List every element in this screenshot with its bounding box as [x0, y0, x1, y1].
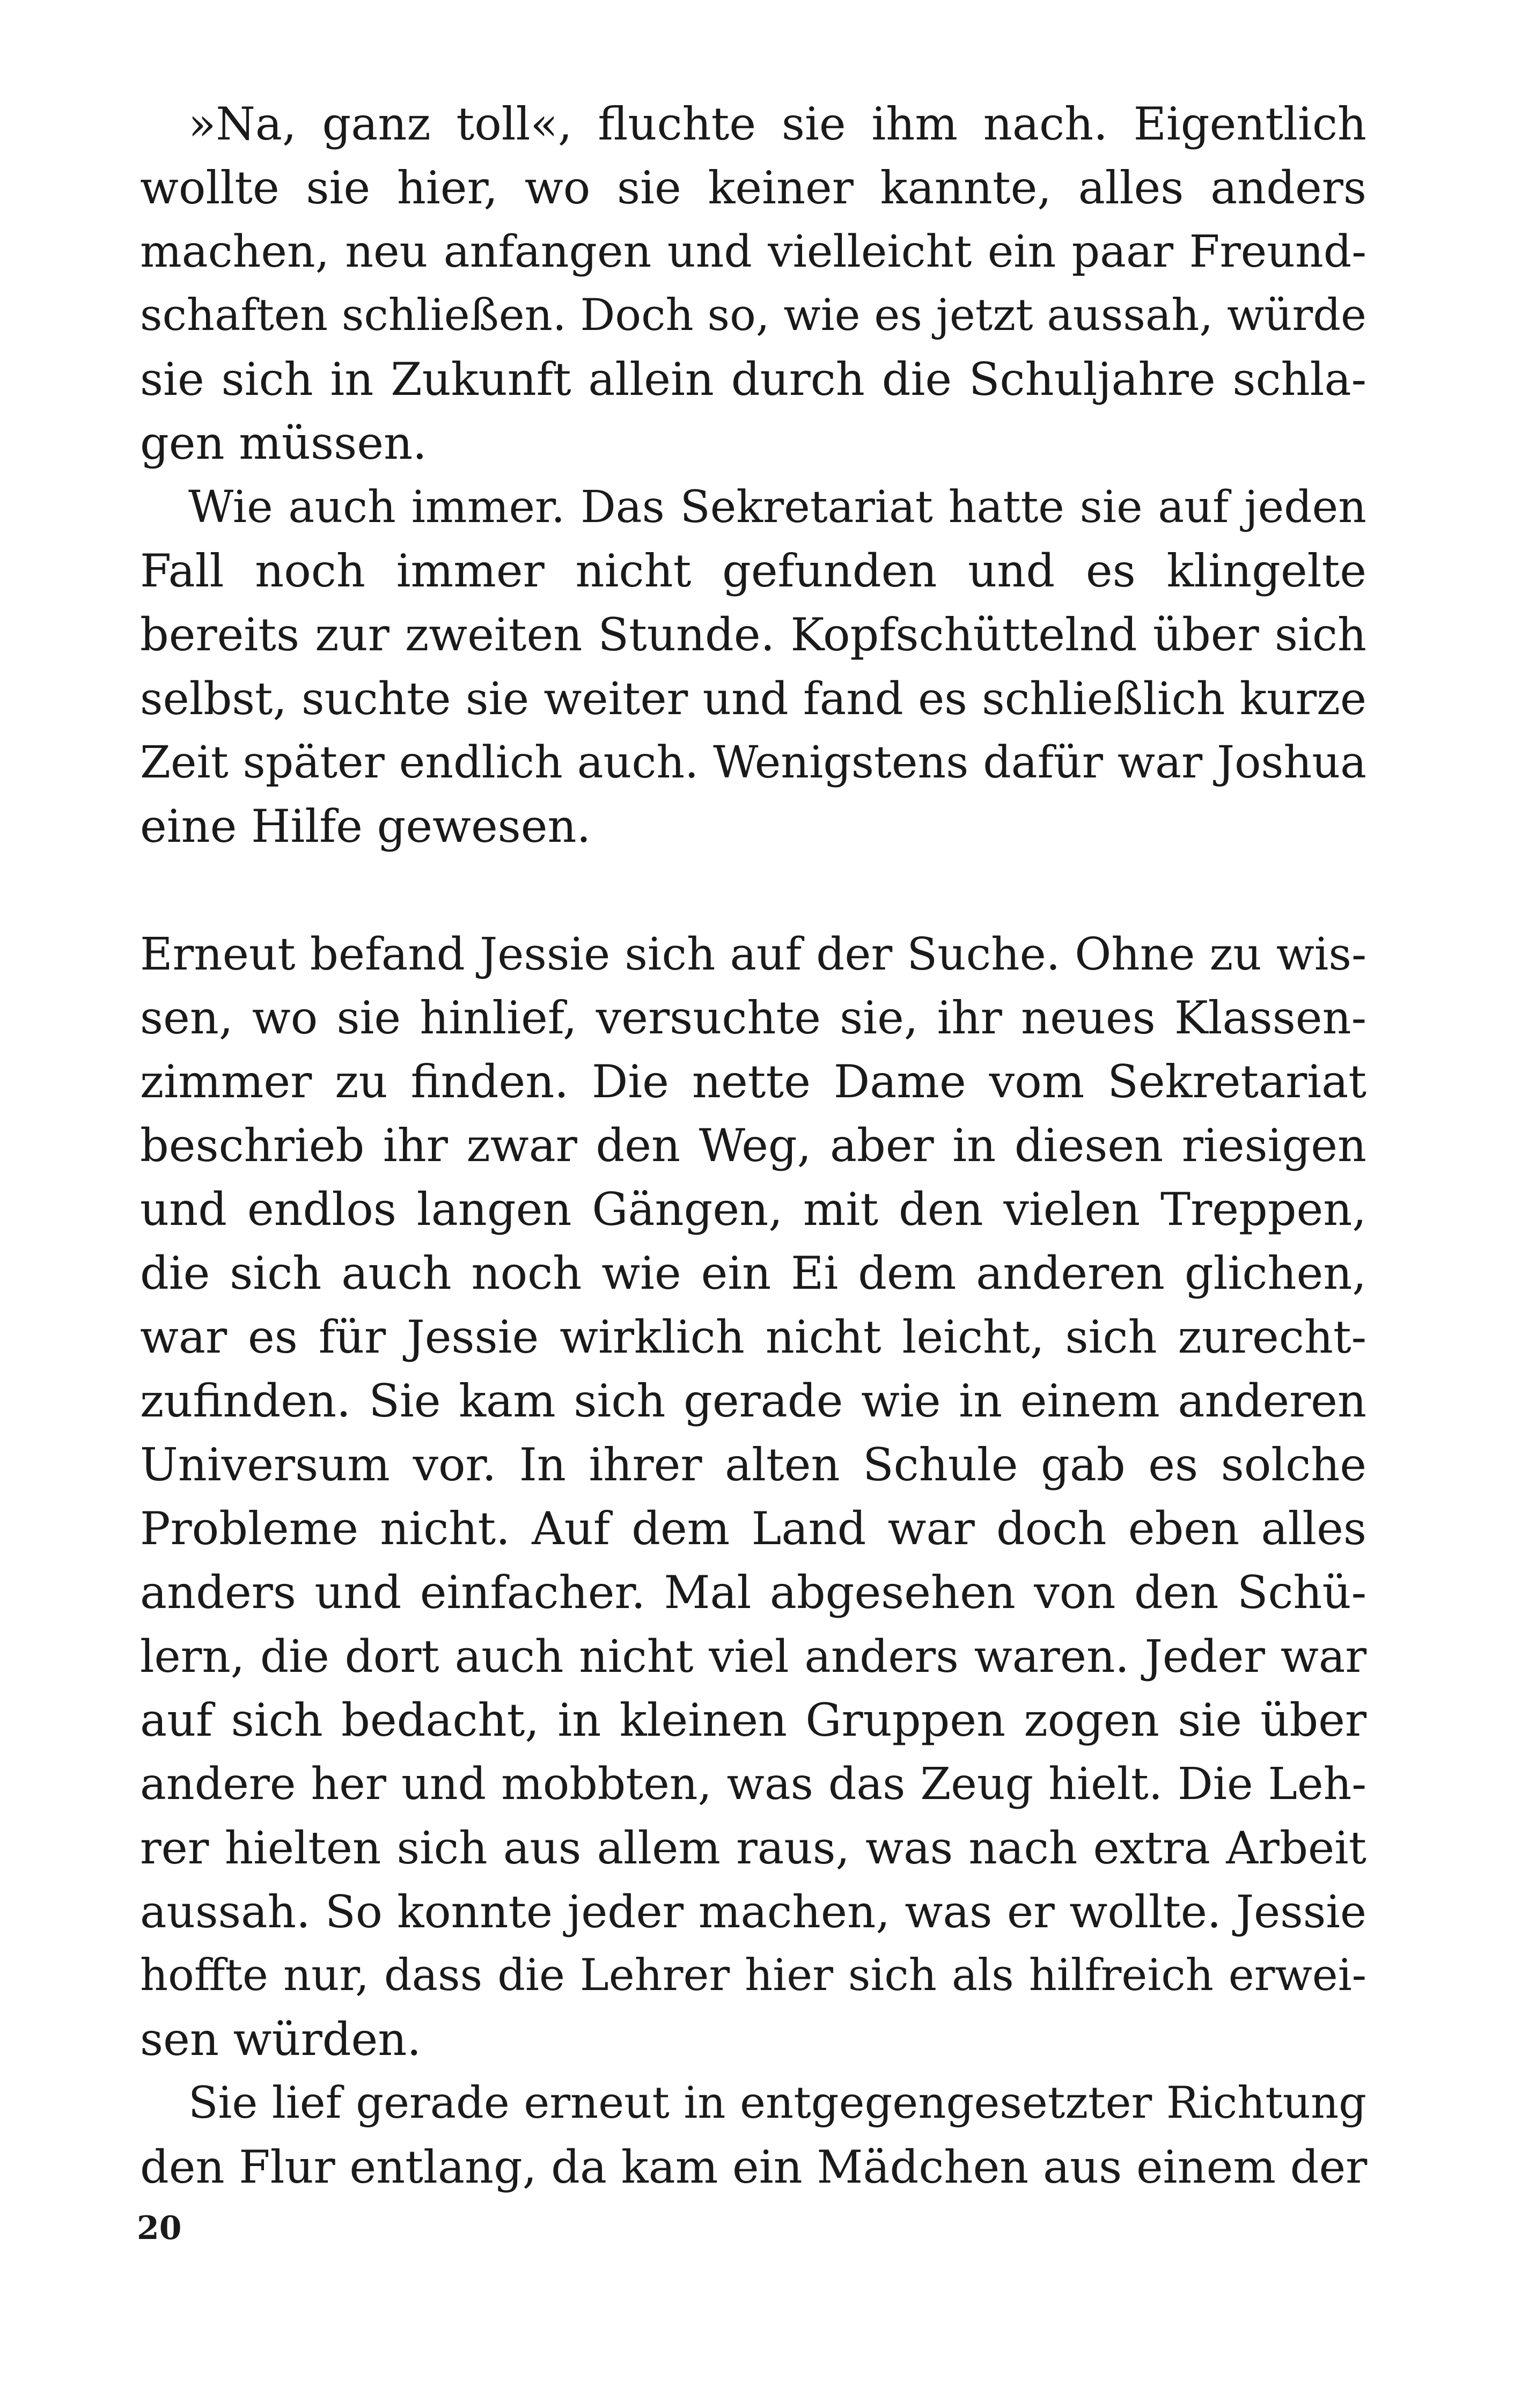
- paragraph-3: [140, 922, 1366, 2072]
- section-break: [140, 858, 1366, 922]
- text-line: sen, wo sie hinlief, versuchte sie, ihr neues Klassen-: [140, 992, 1366, 1044]
- text-line: selbst, suchte sie weiter und fand es schließlich kurze: [140, 673, 1366, 725]
- text-line: machen, neu anfangen und vielleicht ein paar Freund-: [140, 226, 1366, 277]
- text-line: schaften schließen. Doch so, wie es jetzt aussah, würde: [140, 290, 1366, 341]
- text-line: aussah. So konnte jeder machen, was er wollte. Jessie: [140, 1886, 1366, 1938]
- text-line: Wie auch immer. Das Sekretariat hatte sie auf jeden: [188, 482, 1366, 533]
- text-line: rer hielten sich aus allem raus, was nach extra Arbeit: [140, 1822, 1366, 1874]
- text-line: Probleme nicht. Auf dem Land war doch eben alles: [140, 1502, 1366, 1555]
- body-text: [140, 92, 1366, 2199]
- text-line: und endlos langen Gängen, mit den vielen Treppen,: [140, 1183, 1366, 1236]
- text-line: anders und einfacher. Mal abgesehen von den Schü-: [140, 1566, 1366, 1619]
- text-line: »Na, ganz toll«, fluchte sie ihm nach. Eigentlich: [188, 98, 1366, 150]
- text-line: lern, die dort auch nicht viel anders waren. Jeder war: [140, 1631, 1366, 1683]
- text-line: andere her und mobbten, was das Zeug hielt. Die Leh-: [140, 1759, 1366, 1810]
- text-line: zufinden. Sie kam sich gerade wie in einem anderen: [140, 1375, 1366, 1427]
- page-number: 20: [137, 2209, 182, 2247]
- text-line: Sie lief gerade erneut in entgegengesetzter Richtung: [188, 2078, 1366, 2128]
- text-line: die sich auch noch wie ein Ei dem anderen glichen,: [140, 1247, 1366, 1300]
- text-line: wollte sie hier, wo sie keiner kannte, alles anders: [140, 161, 1366, 214]
- text-line: eine Hilfe gewesen.: [140, 800, 591, 853]
- paragraph-1: [140, 92, 1366, 475]
- text-line: war es für Jessie wirklich nicht leicht, sich zurecht-: [140, 1311, 1366, 1363]
- text-line: Fall noch immer nicht gefunden und es klingelte: [140, 545, 1366, 597]
- paragraph-4: [140, 2072, 1366, 2199]
- text-line: sie sich in Zukunft allein durch die Schuljahre schla-: [140, 353, 1366, 406]
- text-line: Zeit später endlich auch. Wenigstens dafür war Joshua: [140, 737, 1366, 788]
- text-line: beschrieb ihr zwar den Weg, aber in diesen riesigen: [140, 1119, 1366, 1172]
- text-line: Erneut befand Jessie sich auf der Suche. Ohne zu wis-: [140, 928, 1366, 980]
- text-line: gen müssen.: [140, 417, 427, 469]
- text-line: hoffte nur, dass die Lehrer hier sich als hilfreich erwei-: [140, 1950, 1366, 2001]
- text-line: sen würden.: [140, 2013, 422, 2066]
- paragraph-2: [140, 475, 1366, 858]
- text-line: bereits zur zweiten Stunde. Kopfschüttelnd über sich: [140, 608, 1366, 661]
- text-line: zimmer zu finden. Die nette Dame vom Sekretariat: [140, 1055, 1366, 1108]
- text-line: auf sich bedacht, in kleinen Gruppen zogen sie über: [140, 1694, 1366, 1746]
- text-line: den Flur entlang, da kam ein Mädchen aus einem der: [140, 2141, 1368, 2193]
- text-line: Universum vor. In ihrer alten Schule gab es solche: [140, 1438, 1366, 1491]
